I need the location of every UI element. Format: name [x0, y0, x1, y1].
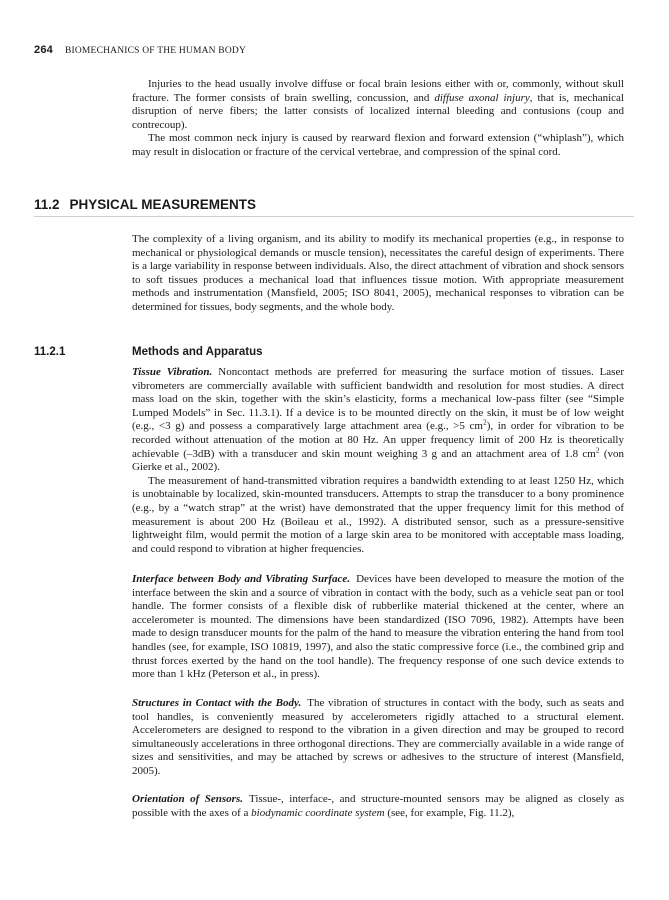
subsection-number: 11.2.1 [34, 346, 66, 358]
running-title: BIOMECHANICS OF THE HUMAN BODY [64, 46, 247, 56]
section-title: PHYSICAL MEASUREMENTS [69, 197, 257, 212]
page-number: 264 [34, 44, 53, 56]
run-in-heading: Orientation of Sensors. [132, 793, 243, 805]
subsection-title: Methods and Apparatus [132, 346, 263, 358]
structures-block [132, 697, 624, 779]
structures-paragraph: Structures in Contact with the Body. The vibration of structures in contact with the body, such as seats and tool handles, is conveniently measured by accelerometers rigidly attached to a structural element. Accelerometers are designed to respond to the vibration in a given direction and may be grouped to record simultaneously accelerations in three orthogonal directions. They are commercially available in a wide range of sizes and sensitivities, and may be attached by screws or adhesives to the structure of interest (Mansfield, 2005). [132, 697, 624, 777]
tissue-vibration-block [132, 366, 624, 556]
intro-paragraph-2: The most common neck injury is caused by rearward flexion and forward extension (“whiplash”), which may result in dislocation or fracture of the cervical vertebrae, and compression of the spinal cord. [132, 132, 624, 158]
orientation-block [132, 793, 624, 820]
orientation-paragraph: Orientation of Sensors. Tissue-, interface-, and structure-mounted sensors may be aligned as closely as possible with the axes of a biodynamic coordinate system (see, for example, Fig. 11.2), [132, 793, 624, 819]
run-in-heading: Tissue Vibration. [132, 366, 213, 378]
section-paragraph: The complexity of a living organism, and its ability to modify its mechanical properties (e.g., in response to mechanical or physiological demands or muscle tension), necessitates the careful design of experiments. There is a large variability in response between individuals. Also, the direct attachment of vibration and shock sensors to soft tissues produces a mechanical load that influences tissue motion. With appropriate measurement methods and instrumentation (Mansfield, 2005; ISO 8041, 2005), mechanical responses to vibration can be determined for tissues, body segments, and the whole body. [132, 233, 624, 313]
run-in-heading: Interface between Body and Vibrating Surface. [132, 573, 351, 585]
run-in-heading: Structures in Contact with the Body. [132, 697, 302, 709]
tissue-paragraph-1: Tissue Vibration. Noncontact methods are preferred for measuring the surface motion of tissues. Laser vibrometers are commercially available with sufficient bandwidth and resolution for most studies. A direct mass load on the skin, together with the skin’s elasticity, forms a mechanical low-pass filter (see “Simple Lumped Models” in Sec. 11.3.1). If a device is to be mounted directly on the skin, it must be of low weight (e.g., <3 g) and possess a comparatively large attachment area (e.g., >5 $cm^2$), in order for vibration to be recorded without attenuation of the motion at 80 Hz. An upper frequency limit of 200 Hz is theoretically achievable (–3dB) with a transducer and skin mount weighing 3 g and an attachment area of 1.8 $cm^2$ (von Gierke et al., 2002). [132, 366, 625, 474]
running-header [34, 44, 634, 56]
interface-paragraph: Interface between Body and Vibrating Surface. Devices have been developed to measure the motion of the interface between the skin and a source of vibration in contact with the body, such as a vehicle seat pan or tool handle. The former consists of a flexible disk of rubberlike material thickened at the center, where an accelerometer is mounted. The dimensions have been standardized (ISO 7096, 1982). Attempts have been made to design transducer mounts for the palm of the hand to measure the vibration entering the hand from tool handles (see, for example, ISO 10819, 1997), and also the static compressive force (i.e., the combined grip and thrust forces exerted by the hand on the tool handle). The frequency response of one such device extends to more than 1 kHz (Peterson et al., in press). [132, 573, 625, 681]
interface-block [132, 573, 624, 682]
section-intro-block [132, 233, 624, 315]
section-number: 11.2 [34, 197, 60, 212]
subsection-heading [34, 346, 634, 358]
section-heading [34, 197, 634, 217]
intro-block [132, 78, 624, 160]
intro-paragraph-1: Injuries to the head usually involve diffuse or focal brain lesions either with or, commonly, without skull fracture. The former consists of brain swelling, concussion, and diffuse axonal injury, that is, mechanical disruption of nerve fibers; the latter consists of localized internal bleeding and contusions (coup and contrecoup). [132, 78, 624, 131]
tissue-paragraph-2: The measurement of hand-transmitted vibration requires a bandwidth extending to at least 1250 Hz, which is unobtainable by localized, skin-mounted transducers. Attempts to strap the transducer to a bony prominence (e.g., by a “watch strap” at the wrist) have demonstrated that the upper frequency limit for this method of measurement is about 200 Hz (Boileau et al., 1992). A distributed sensor, such as a pressure-sensitive lightweight film, would permit the motion of a large skin area to be monitored with acceptable mass loading, and could respond to vibration at higher frequencies. [132, 474, 624, 555]
